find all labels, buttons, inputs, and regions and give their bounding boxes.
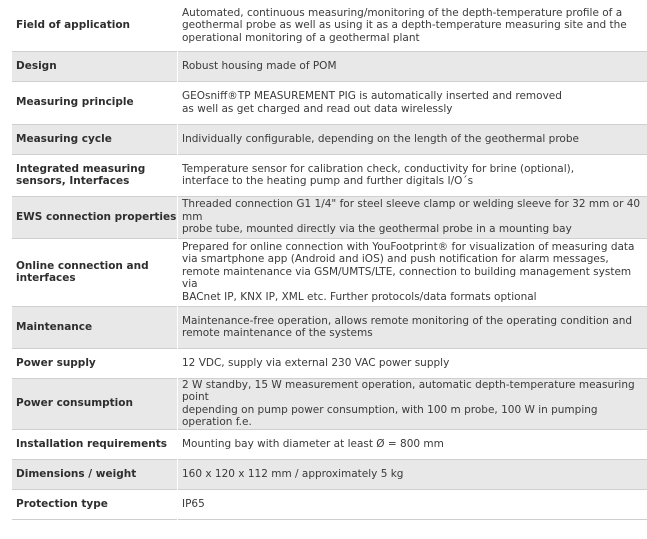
row-value-measuring-principle: GEOsniff®TP MEASUREMENT PIG is automatically inserted and removed as well as get charged and read out data wirelessly bbox=[182, 90, 562, 115]
table-row bbox=[12, 196, 647, 238]
row-label-dimensions-weight: Dimensions / weight bbox=[12, 459, 178, 489]
table-row bbox=[12, 459, 647, 489]
table-row bbox=[12, 348, 647, 378]
page-footer-space bbox=[0, 520, 647, 539]
row-label-power-supply: Power supply bbox=[12, 348, 178, 378]
row-label-field-of-application: Field of application bbox=[12, 0, 178, 51]
row-label-measuring-principle: Measuring principle bbox=[12, 81, 178, 124]
row-value-integrated-sensors: Temperature sensor for calibration check, conductivity for brine (optional), interface to the heating pump and further digitals I/O´s bbox=[182, 162, 575, 187]
row-value-protection-type: IP65 bbox=[182, 497, 205, 510]
row-value-power-consumption: 2 W standby, 15 W measurement operation, automatic depth-temperature measuring point depending on pump power consumption, with 100 m probe, 100 W in pumping operation f.e. bbox=[178, 378, 647, 429]
specifications-table bbox=[12, 0, 647, 520]
table-row bbox=[12, 378, 647, 429]
row-value-maintenance: Maintenance-free operation, allows remote monitoring of the operating condition and remote maintenance of the systems bbox=[178, 306, 647, 348]
row-value-ews-connection: Threaded connection G1 1/4" for steel sleeve clamp or welding sleeve for 32 mm or 40 mm probe tube, mounted directly via the geothermal probe in a mounting bay bbox=[178, 196, 647, 238]
row-value-power-supply: 12 VDC, supply via external 230 VAC power supply bbox=[182, 356, 450, 369]
row-value-installation-requirements: Mounting bay with diameter at least Ø = 800 mm bbox=[182, 437, 444, 450]
table-row bbox=[12, 0, 647, 51]
row-label-online-connection: Online connection and interfaces bbox=[12, 238, 178, 306]
row-value-design: Robust housing made of POM bbox=[178, 51, 647, 81]
row-label-measuring-cycle: Measuring cycle bbox=[12, 124, 178, 154]
row-label-protection-type: Protection type bbox=[12, 489, 178, 519]
table-row bbox=[12, 306, 647, 348]
row-value-dimensions-weight: 160 x 120 x 112 mm / approximately 5 kg bbox=[178, 459, 647, 489]
table-row bbox=[12, 81, 647, 124]
row-label-maintenance: Maintenance bbox=[12, 306, 178, 348]
row-value-measuring-cycle: Individually configurable, depending on the length of the geothermal probe bbox=[178, 124, 647, 154]
table-row bbox=[12, 238, 647, 306]
row-label-installation-requirements: Installation requirements bbox=[12, 429, 178, 459]
table-row bbox=[12, 124, 647, 154]
table-row bbox=[12, 429, 647, 459]
row-label-ews-connection: EWS connection properties bbox=[12, 196, 178, 238]
table-row bbox=[12, 489, 647, 519]
row-label-integrated-sensors: Integrated measuring sensors, Interfaces bbox=[12, 154, 178, 196]
table-row bbox=[12, 154, 647, 196]
row-label-power-consumption: Power consumption bbox=[12, 378, 178, 429]
row-label-design: Design bbox=[12, 51, 178, 81]
table-row bbox=[12, 51, 647, 81]
row-value-online-connection: Prepared for online connection with YouFootprint® for visualization of measuring data via smartphone app (Android and iOS) and push notification for alarm messages, remote maintenance via GSM/UMTS/LTE, connection to building management system via BACnet IP, KNX IP, XML etc. Further protocols/data formats optional bbox=[182, 240, 635, 303]
row-value-field-of-application: Automated, continuous measuring/monitoring of the depth-temperature profile of a geothermal probe as well as using it as a depth-temperature measuring site and the operational monitoring of a geothermal plant bbox=[182, 6, 627, 44]
